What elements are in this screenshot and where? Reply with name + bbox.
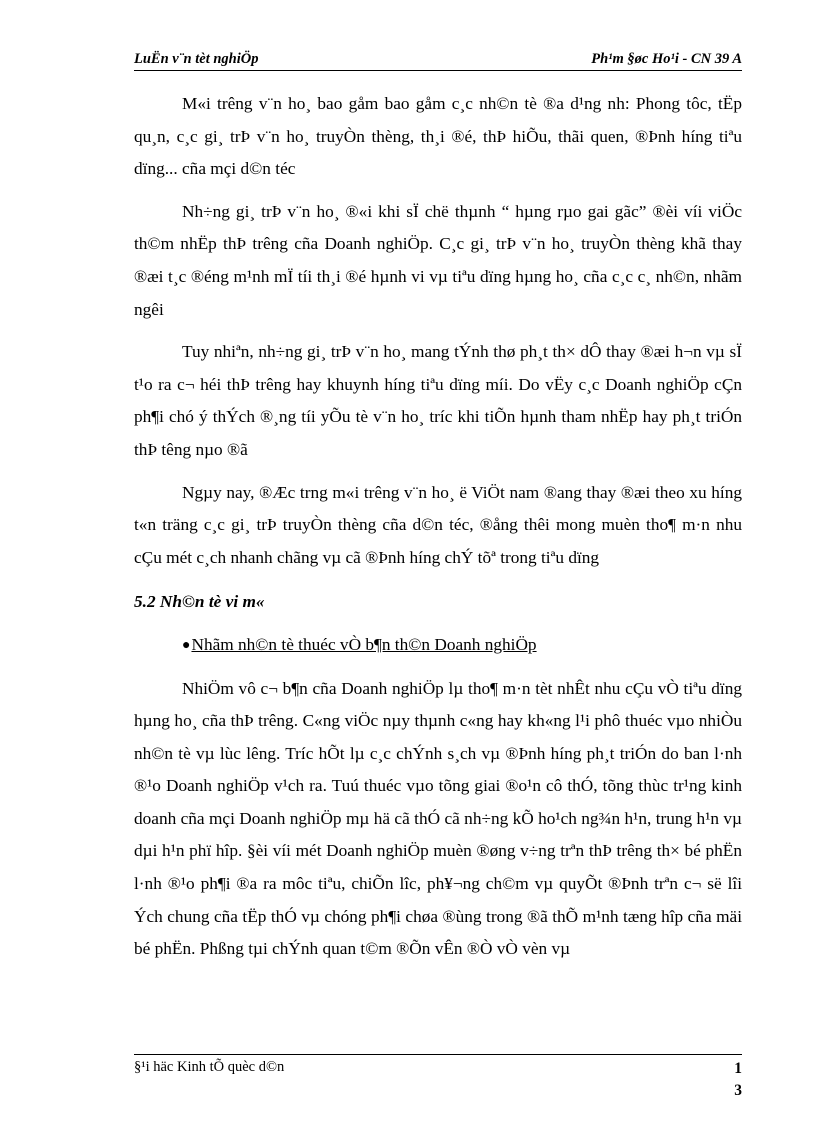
paragraph-secondary-values: Tuy nhiªn, nh÷ng gi¸ trÞ v¨n ho¸ mang tÝnh thø ph¸t th× dÔ thay ®æi h¬n vµ sÏ t¹o ra c¬ héi thÞ trêng hay khuynh híng tiªu dïng míi. Do vËy c¸c Doanh nghiÖp cÇn ph¶i chó ý thÝch ®¸ng tíi yÕu tè v¨n ho¸ tríc khi tiÕn hµnh tham nhËp hay ph¸t triÓn thÞ têng nµo ®ã <box>134 342 742 459</box>
page-number <box>716 1058 742 1102</box>
paragraph-vietnam-culture-today: Ngµy nay, ®Æc trng m«i trêng v¨n ho¸ ë ViÖt nam ®ang thay ®æi theo xu híng t«n träng c¸c gi¸ trÞ truyÒn thèng cña d©n téc, ®ång thêi mong muèn tho¶ m·n nhu cÇu mét c¸ch nhanh chãng vµ cã ®Þnh híng chÝ tõª trong tiªu dïng <box>134 482 742 567</box>
bullet-internal-factors <box>134 629 742 663</box>
footer-university: §¹i häc Kinh tÕ quèc d©n <box>134 1059 285 1075</box>
header-author-class: Ph¹m §øc Ho¹i - CN 39 A <box>591 51 742 67</box>
page-number-line-1: 1 <box>734 1060 742 1077</box>
document-body <box>134 88 742 966</box>
page-number-line-2: 3 <box>734 1082 742 1099</box>
paragraph-enterprise-mission: NhiÖm vô c¬ b¶n cña Doanh nghiÖp lµ tho¶ m·n tèt nhÊt nhu cÇu vÒ tiªu dïng hµng ho¸ cña thÞ trêng. C«ng viÖc nµy thµnh c«ng hay kh«ng l¹i phô thuéc vµo nhiÒu nh©n tè vµ lùc lêng. Tríc hÕt lµ c¸c chÝnh s¸ch vµ ®Þnh híng ph¸t triÓn do ban l·nh ®¹o Doanh nghiÖp v¹ch ra. Tuú thuéc vµo tõng giai ®o¹n cô thÓ, tõng thùc tr¹ng kinh doanh cña mçi Doanh nghiÖp mµ hä cã thÓ cã nh÷ng kÕ ho¹ch ng¾n h¹n, trung h¹n vµ dµi h¹n phï hîp. §èi víi mét Doanh nghiÖp muèn ®øng v÷ng trªn thÞ trêng th× bé phËn l·nh ®¹o ph¶i ®a ra môc tiªu, chiÕn lîc, ph¥¬ng ch©m vµ quyÕt ®Þnh trªn c¬ së lîi Ých chung cña tËp thÓ vµ chóng ph¶i chøa ®ùng trong ®ã thÕ m¹nh tæng hîp cña mäi bé phËn. Phßng tµi chÝnh quan t©m ®Õn vÊn ®Ò vÒ vèn vµ <box>134 678 742 959</box>
header-thesis-title: LuËn v¨n tèt nghiÖp <box>134 51 259 67</box>
header-divider <box>134 70 742 71</box>
paragraph-cultural-environment: M«i trêng v¨n ho¸ bao gåm bao gåm c¸c nh©n tè ®a d¹ng nh: Phong tôc, tËp qu¸n, c¸c gi¸ trÞ v¨n ho¸ truyÒn thèng, th¸i ®é, thÞ hiÕu, thãi quen, ®Þnh híng tiªu dïng... cña mçi d©n téc <box>134 94 742 179</box>
page-header <box>134 49 742 71</box>
bullet-dot-icon: ● <box>182 637 191 653</box>
bullet-internal-factors-label: Nhãm nh©n tè thuéc vÒ b¶n th©n Doanh nghiÖp <box>191 634 537 654</box>
footer-divider <box>134 1054 742 1055</box>
paragraph-cultural-values-barrier: Nh÷ng gi¸ trÞ v¨n ho¸ ®«i khi sÏ chë thµnh “ hµng rµo gai gãc” ®èi víi viÖc th©m nhËp thÞ trêng cña Doanh nghiÖp. C¸c gi¸ trÞ v¨n ho¸ truyÒn thèng khã thay ®æi t¸c ®éng m¹nh mÏ tíi th¸i ®é hµnh vi vµ tiªu dïng hµng ho¸ cña c¸c c¸ nh©n, nhãm ngêi <box>134 201 742 319</box>
section-heading-micro-factors: 5.2 Nh©n tè vi m« <box>134 592 265 612</box>
